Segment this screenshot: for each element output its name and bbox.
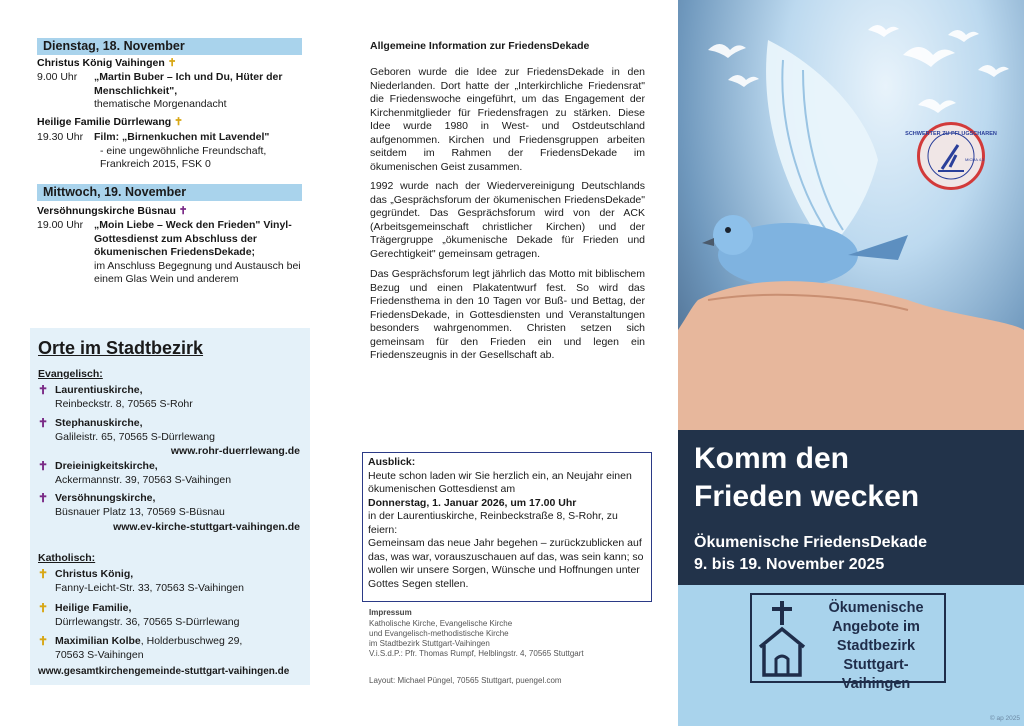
- day-header-wednesday: Mittwoch, 19. November: [37, 184, 302, 201]
- schwerter-pflugscharen-seal: [905, 122, 997, 190]
- panel-cover: [678, 0, 1024, 726]
- impressum-line-4: V.i.S.d.P.: Pfr. Thomas Rumpf, Helblingstr. 4, 70565 Stuttgart: [369, 649, 584, 658]
- main-title-line-2: Frieden wecken: [694, 480, 920, 513]
- impressum-line-3: im Stadtbezirk Stuttgart-Vaihingen: [369, 639, 490, 648]
- event-film: 19.30 Uhr Film: „Birnenkuchen mit Lavendel" - eine ungewöhnliche Freundschaft, Frankreich 2015, FSK 0: [37, 131, 270, 171]
- catholic-cross-icon: ✝: [174, 116, 183, 128]
- protestant-cross-icon: ✝: [38, 416, 49, 430]
- evangelisch-heading: Evangelisch:: [38, 368, 103, 380]
- catholic-cross-icon: ✝: [38, 567, 49, 581]
- ausblick-text-2: in der Laurentiuskirche, Reinbeckstraße 8, S-Rohr, zu feiern:: [368, 510, 618, 536]
- info-title: Allgemeine Information zur FriedensDekade: [370, 40, 590, 52]
- catholic-cross-icon: ✝: [38, 634, 49, 648]
- oekumene-logo: [750, 593, 946, 692]
- info-paragraph-3: Das Gesprächsforum legt jährlich das Motto mit biblischem Bezug und einen Plakatentwurf fest. So wird das Friedensthema in den 10 Tagen vor Buß- und Bettag, der FriedensDekade, in Gottesdiensten und Veranstaltungen besonders wahrgenommen. Christen setzen sich gemeinsam für den Frieden ein und legen ein Friedenszeugnis in der Gesellschaft ab.: [370, 268, 645, 361]
- url-rohr-duerrlewang[interactable]: www.rohr-duerrlewang.de: [170, 445, 300, 457]
- info-paragraph-1: Geboren wurde die Idee zur FriedensDekade in den Niederlanden. Dort hatte der „Interkirchliche Friedensrat" die Friedenswoche eingeführt, um das Engagement der Kirchenmitglieder für Friedensfragen zu stärken. Diese Idee wurde 1980 in West- und Ostdeutschland aufgenommen. Kirchen und Friedensgruppen arbeiten seitdem im Rahmen der FriedensDekade im ökumenischen Geist zusammen.: [370, 66, 645, 173]
- event-morgenandacht: 9.00 Uhr „Martin Buber – Ich und Du, Hüter der Menschlichkeit", thematische Morgenandacht: [37, 71, 283, 111]
- ausblick-date: Donnerstag, 1. Januar 2026, um 17.00 Uhr: [368, 496, 577, 509]
- copyright-note: © ap 2025: [989, 715, 1020, 722]
- impressum-title: Impressum: [369, 608, 412, 617]
- dove-hands-image: [678, 0, 1024, 430]
- panel-program: [0, 0, 340, 726]
- protestant-cross-icon: ✝: [38, 491, 49, 505]
- subtitle-line-2: 9. bis 19. November 2025: [694, 556, 885, 573]
- ausblick-text-1: Heute schon laden wir Sie herzlich ein, an Neujahr einen ökumenischen Gottesdienst am: [368, 469, 632, 495]
- day-header-tuesday: Dienstag, 18. November: [37, 38, 302, 55]
- panel-info: [340, 0, 678, 726]
- title-box: [678, 430, 1024, 585]
- church-christus-koenig: Christus König Vaihingen ✝: [37, 57, 177, 69]
- svg-text:MICHA 4,3: MICHA 4,3: [965, 157, 985, 162]
- protestant-cross-icon: ✝: [178, 205, 188, 217]
- church-cross-icon: [754, 595, 812, 681]
- svg-text:SCHWERTER ZU PFLUGSCHAREN: SCHWERTER ZU PFLUGSCHAREN: [905, 131, 997, 137]
- ausblick-title: Ausblick:: [368, 456, 416, 468]
- subtitle-line-1: Ökumenische FriedensDekade: [694, 534, 927, 551]
- main-title-line-1: Komm den: [694, 442, 850, 475]
- ausblick-text-3: Gemeinsam das neue Jahr begehen – zurückzublicken auf das, was war, vorauszuschauen auf das, was sein kann; so wollen wir unsere Sorgen, Wünsche und Hoffnungen unter Gottes Segen stellen.: [368, 537, 644, 590]
- info-paragraph-2: 1992 wurde nach der Wiedervereinigung Deutschlands das „Gesprächsforum der ökumenischen FriedensDekade" gegründet. Das Gesprächsforum wird von der ACK (Arbeitsgemeinschaft christlicher Kirchen) und der Trägergruppe „ökumenische Dekade für Frieden und Gerechtigkeit" gemeinsam getragen.: [370, 180, 645, 260]
- logo-area: [678, 585, 1024, 726]
- katholisch-heading: Katholisch:: [38, 552, 96, 564]
- url-ev-kirche-vaihingen[interactable]: www.ev-kirche-stuttgart-vaihingen.de: [113, 521, 300, 533]
- ausblick-box: [362, 452, 652, 602]
- impressum-line-1: Katholische Kirche, Evangelische Kirche: [369, 619, 513, 628]
- url-gesamtkirchengemeinde[interactable]: www.gesamtkirchengemeinde-stuttgart-vaihingen.de: [38, 666, 290, 677]
- church-heilige-familie: Heilige Familie Dürrlewang ✝: [37, 116, 183, 128]
- layout-credit: Layout: Michael Püngel, 70565 Stuttgart, puengel.com: [369, 676, 562, 685]
- impressum-line-2: und Evangelisch-methodistische Kirche: [369, 629, 509, 638]
- event-vinyl-gottesdienst: 19.00 Uhr „Moin Liebe – Weck den Frieden" Vinyl-Gottesdienst zum Abschluss der ökumenischen FriedensDekade; im Anschluss Begegnung und Austausch bei einem Glas Wein und anderem: [37, 219, 301, 286]
- catholic-cross-icon: ✝: [167, 57, 177, 69]
- catholic-cross-icon: ✝: [38, 601, 49, 615]
- logo-text: Ökumenische Angebote im Stadtbezirk Stuttgart-Vaihingen: [828, 600, 924, 692]
- protestant-cross-icon: ✝: [38, 459, 49, 473]
- orte-title: Orte im Stadtbezirk: [38, 338, 204, 358]
- orte-box: Orte im Stadtbezirk Evangelisch: ✝ Laurentiuskirche, Reinbeckstr. 8, 70565 S-Rohr ✝ Stephanuskirche, Galileistr. 65, 70565 S-Dürrlewang www.rohr-duerrlewang.de ✝ Dreieinigkeitskirche, Ackermannstr. 39, 70563 S-Vaihingen ✝ Versöhnungskirche, Büsnauer Platz 13, 70569 S-Büsnau www.ev-kirche-stuttgart-vaihingen.de Katholisch: ✝ Christus König, Fanny-Leicht-Str. 33, 70563 S-Vaihingen ✝ Heilige Familie, Dürrlewangstr. 36, 70565 S-Dürrlewang ✝ Maximilian Kolbe, Holderbuschweg 29, 70563 S-Vaihingen www.gesamtkirchengemeinde-stuttgart-vaihingen.de: [30, 328, 310, 685]
- church-versoehnungskirche: Versöhnungskirche Büsnau ✝: [37, 205, 188, 217]
- dove-illustration: [678, 0, 1024, 430]
- protestant-cross-icon: ✝: [38, 383, 49, 397]
